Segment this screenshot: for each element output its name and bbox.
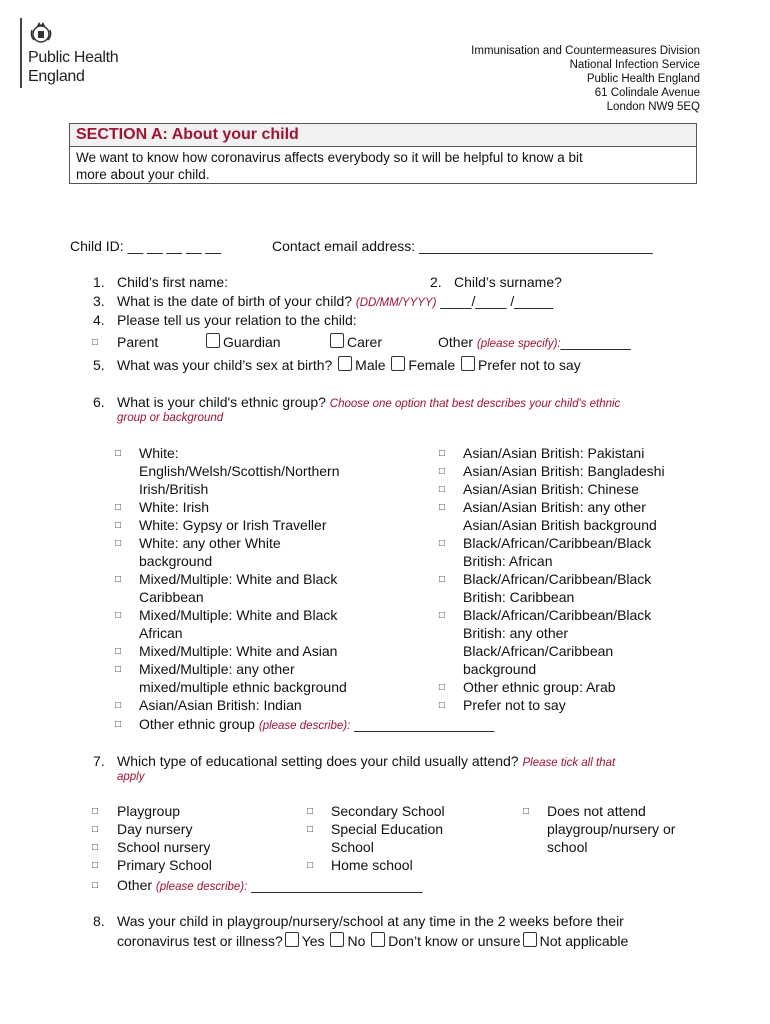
q7-label: Which type of educational setting does your child usually attend? Please tick all that xyxy=(117,753,616,769)
dob-field[interactable]: ____/____ /_____ xyxy=(440,293,554,309)
ethnic-option-label: White: Irish xyxy=(139,499,210,515)
edu-option-label: Home school xyxy=(331,857,413,873)
female-checkbox[interactable] xyxy=(391,356,405,371)
edu-other[interactable]: Other (please describe): ______________________ xyxy=(117,877,423,893)
q4-number: 4. xyxy=(93,312,105,328)
ethnic-option-checkbox[interactable]: □ xyxy=(115,448,122,459)
logo-divider xyxy=(20,18,22,88)
q2-number: 2. xyxy=(430,274,442,290)
ethnic-option-label: Other ethnic group: Arab xyxy=(463,679,616,695)
q8-line2: coronavirus test or illness? Yes No Don’t know or unsure Not applicable xyxy=(117,933,629,949)
q8-number: 8. xyxy=(93,913,105,929)
q8-no-checkbox[interactable] xyxy=(330,932,344,947)
male-checkbox[interactable] xyxy=(338,356,352,371)
address-block: Immunisation and Countermeasures Division National Infection Service Public Health England 61 Colindale Avenue London NW9 5EQ xyxy=(471,45,700,113)
q3-label: What is the date of birth of your child? (DD/MM/YYYY) ____/____ /_____ xyxy=(117,293,554,309)
child-id-field[interactable]: Child ID: __ __ __ __ __ xyxy=(70,238,221,254)
ethnic-option-checkbox[interactable]: □ xyxy=(439,502,446,513)
guardian-option[interactable]: Guardian xyxy=(204,333,281,351)
q7-hint-cont: apply xyxy=(117,771,145,783)
q8-yes-checkbox[interactable] xyxy=(285,932,299,947)
ethnic-option-label: Prefer not to say xyxy=(463,697,566,713)
ethnic-option-label: Black/African/Caribbean/Black British: any other Black/African/Caribbean background xyxy=(463,607,652,677)
ethnic-other[interactable]: Other ethnic group (please describe): __________________ xyxy=(139,716,495,732)
ethnic-other-checkbox[interactable]: □ xyxy=(115,719,122,730)
edu-other-checkbox[interactable]: □ xyxy=(92,880,99,891)
ethnic-option-label: Black/African/Caribbean/Black British: African xyxy=(463,535,652,569)
parent-checkbox[interactable]: □ xyxy=(92,337,99,348)
edu-option-checkbox[interactable]: □ xyxy=(307,824,314,835)
q1-label: Child’s first name: xyxy=(117,274,229,290)
ethnic-option-checkbox[interactable]: □ xyxy=(439,682,446,693)
edu-option-checkbox[interactable]: □ xyxy=(307,860,314,871)
ethnic-option-label: Asian/Asian British: Chinese xyxy=(463,481,639,497)
edu-option-label: Playgroup xyxy=(117,803,181,819)
ethnic-option-label: Asian/Asian British: Pakistani xyxy=(463,445,645,461)
ethnic-option-checkbox[interactable]: □ xyxy=(439,538,446,549)
parent-label: Parent xyxy=(117,334,159,350)
contact-email-field[interactable]: Contact email address: ______________________________ xyxy=(272,238,653,254)
ethnic-option-label: Asian/Asian British: Bangladeshi xyxy=(463,463,665,479)
edu-option-checkbox[interactable]: □ xyxy=(92,860,99,871)
ethnic-option-label: White: English/Welsh/Scottish/Northern Irish/British xyxy=(139,445,340,497)
q1-number: 1. xyxy=(93,274,105,290)
ethnic-option-label: Mixed/Multiple: White and Asian xyxy=(139,643,338,659)
q6-hint: Choose one option that best describes your child's ethnic xyxy=(329,398,621,410)
ethnic-option-checkbox[interactable]: □ xyxy=(115,502,122,513)
q5-number: 5. xyxy=(93,357,105,373)
carer-option[interactable]: Carer xyxy=(328,333,382,351)
ethnic-option-checkbox[interactable]: □ xyxy=(115,520,122,531)
q3-hint: (DD/MM/YYYY) xyxy=(355,297,437,309)
edu-option-checkbox[interactable]: □ xyxy=(523,806,530,817)
q7-hint: Please tick all that xyxy=(522,757,616,769)
q7-number: 7. xyxy=(93,753,105,769)
ethnic-option-label: Black/African/Caribbean/Black British: Caribbean xyxy=(463,571,652,605)
royal-crest-icon xyxy=(28,20,54,46)
q2-label: Child’s surname? xyxy=(454,274,562,290)
edu-option-label: Day nursery xyxy=(117,821,193,837)
org-name: Public Health England xyxy=(28,49,119,85)
q6-hint-cont: group or background xyxy=(117,412,224,424)
edu-option-label: Special Education School xyxy=(331,821,444,855)
q3-number: 3. xyxy=(93,293,105,309)
ethnic-option-checkbox[interactable]: □ xyxy=(115,700,122,711)
edu-option-label: Does not attend playgroup/nursery or school xyxy=(547,803,676,855)
edu-option-checkbox[interactable]: □ xyxy=(307,806,314,817)
edu-option-checkbox[interactable]: □ xyxy=(92,842,99,853)
q8-line1: Was your child in playgroup/nursery/school at any time in the 2 weeks before their xyxy=(117,913,624,929)
ethnic-option-checkbox[interactable]: □ xyxy=(115,610,122,621)
edu-option-label: Secondary School xyxy=(331,803,445,819)
guardian-checkbox[interactable] xyxy=(206,333,220,348)
ethnic-option-label: Asian/Asian British: Indian xyxy=(139,697,302,713)
carer-checkbox[interactable] xyxy=(330,333,344,348)
ethnic-option-checkbox[interactable]: □ xyxy=(439,466,446,477)
ethnic-option-checkbox[interactable]: □ xyxy=(439,610,446,621)
ethnic-option-label: White: Gypsy or Irish Traveller xyxy=(139,517,327,533)
edu-option-label: Primary School xyxy=(117,857,212,873)
ethnic-option-label: Asian/Asian British: any other Asian/Asian British background xyxy=(463,499,657,533)
ethnic-option-checkbox[interactable]: □ xyxy=(115,574,122,585)
edu-option-checkbox[interactable]: □ xyxy=(92,824,99,835)
ethnic-option-label: White: any other White background xyxy=(139,535,281,569)
ethnic-option-checkbox[interactable]: □ xyxy=(439,574,446,585)
q6-label: What is your child's ethnic group? Choose one option that best describes your child's ethnic xyxy=(117,394,621,410)
edu-option-checkbox[interactable]: □ xyxy=(92,806,99,817)
q8-na-checkbox[interactable] xyxy=(523,932,537,947)
ethnic-option-checkbox[interactable]: □ xyxy=(115,646,122,657)
q4-label: Please tell us your relation to the child: xyxy=(117,312,357,328)
ethnic-option-checkbox[interactable]: □ xyxy=(439,448,446,459)
ethnic-option-checkbox[interactable]: □ xyxy=(115,538,122,549)
q6-number: 6. xyxy=(93,394,105,410)
ethnic-option-label: Mixed/Multiple: any other mixed/multiple ethnic background xyxy=(139,661,347,695)
edu-option-label: School nursery xyxy=(117,839,211,855)
ethnic-option-label: Mixed/Multiple: White and Black African xyxy=(139,607,338,641)
q5-row: What was your child’s sex at birth? Male Female Prefer not to say xyxy=(117,357,581,373)
ethnic-option-checkbox[interactable]: □ xyxy=(439,700,446,711)
section-title: SECTION A: About your child xyxy=(70,124,696,147)
section-a-box xyxy=(69,123,697,184)
prefer-not-checkbox[interactable] xyxy=(461,356,475,371)
q8-dk-checkbox[interactable] xyxy=(371,932,385,947)
ethnic-option-label: Mixed/Multiple: White and Black Caribbean xyxy=(139,571,338,605)
ethnic-option-checkbox[interactable]: □ xyxy=(115,664,122,675)
ethnic-option-checkbox[interactable]: □ xyxy=(439,484,446,495)
section-intro: We want to know how coronavirus affects everybody so it will be helpful to know a bit more about your child. xyxy=(76,150,583,182)
other-relation[interactable]: Other (please specify):_________ xyxy=(438,334,631,350)
